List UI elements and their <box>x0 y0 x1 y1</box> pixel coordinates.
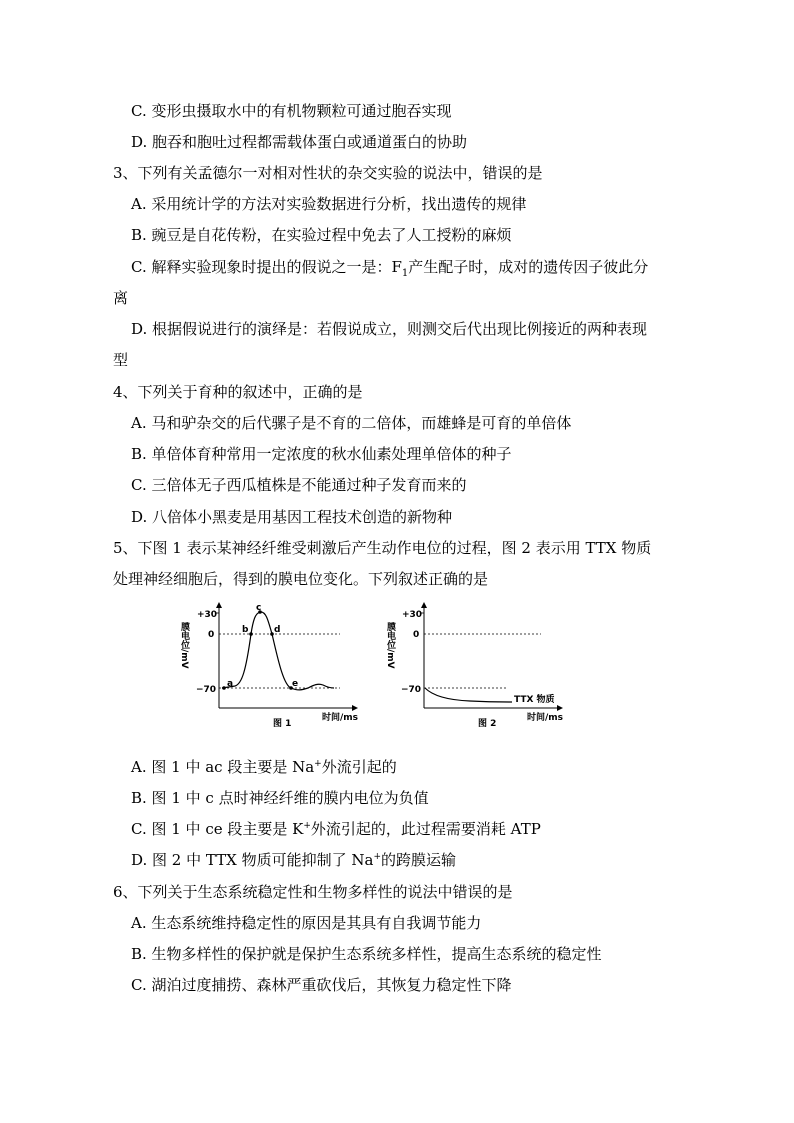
q5-stem-line1: 5、下图 1 表示某神经纤维受刺激后产生动作电位的过程，图 2 表示用 TTX 物质 <box>113 539 652 557</box>
fig1-action-potential-curve <box>222 612 334 690</box>
q3-option-c-wrap: 离 <box>113 289 129 307</box>
fig1-label-a: a <box>227 679 234 689</box>
q6-option-a: A. 生态系统维持稳定性的原因是其具有自我调节能力 <box>131 914 482 932</box>
q5-option-c <box>131 819 541 839</box>
q6-option-b: B. 生物多样性的保护就是保护生态系统多样性，提高生态系统的稳定性 <box>131 945 602 963</box>
fig1-ylabel: 膜电位/mV <box>179 622 189 669</box>
q2-option-c: C. 变形虫摄取水中的有机物颗粒可通过胞吞实现 <box>131 102 452 120</box>
fig1-caption: 图 1 <box>273 719 292 729</box>
figure-1 <box>179 603 358 729</box>
fig1-label-c: c <box>256 603 262 613</box>
fig1-ytick-zero: 0 <box>208 630 215 640</box>
fig2-ytick-bottom: −70 <box>401 685 422 695</box>
q4-option-a: A. 马和驴杂交的后代骡子是不育的二倍体，而雄蜂是可育的单倍体 <box>131 414 572 432</box>
figure-2 <box>385 605 563 729</box>
q3-stem: 3、下列有关孟德尔一对相对性状的杂交实验的说法中，错误的是 <box>113 164 543 182</box>
q3-option-a: A. 采用统计学的方法对实验数据进行分析，找出遗传的规律 <box>131 195 527 213</box>
q3-option-d-wrap: 型 <box>113 351 129 369</box>
fig2-ytick-zero: 0 <box>413 630 420 640</box>
fig1-label-e: e <box>292 679 299 689</box>
fig2-ttx-curve <box>425 688 512 702</box>
fig1-point-a <box>222 686 226 690</box>
q3-option-b: B. 豌豆是自花传粉，在实验过程中免去了人工授粉的麻烦 <box>131 226 512 244</box>
q5-option-a-text: A. 图 1 中 ac 段主要是 Na <box>131 758 315 776</box>
q5-option-b: B. 图 1 中 c 点时神经纤维的膜内电位为负值 <box>131 789 429 807</box>
fig2-ylabel: 膜电位/mV <box>385 622 395 669</box>
q5-option-c-sup: + <box>303 821 311 831</box>
q3-option-d: D. 根据假说进行的演绎是：若假说成立，则测交后代出现比例接近的两种表现 <box>131 320 648 338</box>
q4-option-b: B. 单倍体育种常用一定浓度的秋水仙素处理单倍体的种子 <box>131 445 512 463</box>
fig2-curve-label: TTX 物质 <box>514 695 555 705</box>
q5-option-a-text-2: 外流引起的 <box>321 758 397 776</box>
fig1-label-b: b <box>242 625 249 635</box>
fig2-caption: 图 2 <box>478 719 497 729</box>
q3-option-c-text-2: 产生配子时，成对的遗传因子彼此分 <box>408 258 649 276</box>
q4-stem: 4、下列关于育种的叙述中，正确的是 <box>113 383 363 401</box>
q3-option-c-subscript: 1 <box>401 268 409 279</box>
fig2-xlabel: 时间/ms <box>527 713 564 723</box>
q5-option-d <box>131 850 456 870</box>
q4-option-c: C. 三倍体无子西瓜植株是不能通过种子发育而来的 <box>131 476 467 494</box>
q5-option-c-text: C. 图 1 中 ce 段主要是 K <box>131 820 304 838</box>
q5-option-d-text: D. 图 2 中 TTX 物质可能抑制了 Na <box>131 851 374 869</box>
fig1-label-d: d <box>274 625 281 635</box>
q2-option-d: D. 胞吞和胞吐过程都需载体蛋白或通道蛋白的协助 <box>131 133 468 151</box>
q5-option-c-text-2: 外流引起的，此过程需要消耗 ATP <box>310 820 541 838</box>
q5-option-a-sup: + <box>314 759 322 769</box>
fig1-ytick-bottom: −70 <box>196 685 217 695</box>
fig1-ytick-top: +30 <box>197 610 218 620</box>
q3-option-c-text: C. 解释实验现象时提出的假说之一是：F <box>131 258 402 276</box>
q5-stem-line2: 处理神经细胞后，得到的膜电位变化。下列叙述正确的是 <box>113 570 489 588</box>
fig1-point-b <box>249 632 253 636</box>
q5-option-d-text-2: 的跨膜运输 <box>381 851 457 869</box>
fig2-ytick-top: +30 <box>402 610 423 620</box>
fig1-xlabel: 时间/ms <box>322 713 359 723</box>
q4-option-d: D. 八倍体小黑麦是用基因工程技术创造的新物种 <box>131 508 453 526</box>
q6-stem: 6、下列关于生态系统稳定性和生物多样性的说法中错误的是 <box>113 883 513 901</box>
q5-option-a <box>131 757 397 777</box>
q6-option-c: C. 湖泊过度捕捞、森林严重砍伐后，其恢复力稳定性下降 <box>131 976 512 994</box>
q5-option-d-sup: + <box>373 852 381 862</box>
